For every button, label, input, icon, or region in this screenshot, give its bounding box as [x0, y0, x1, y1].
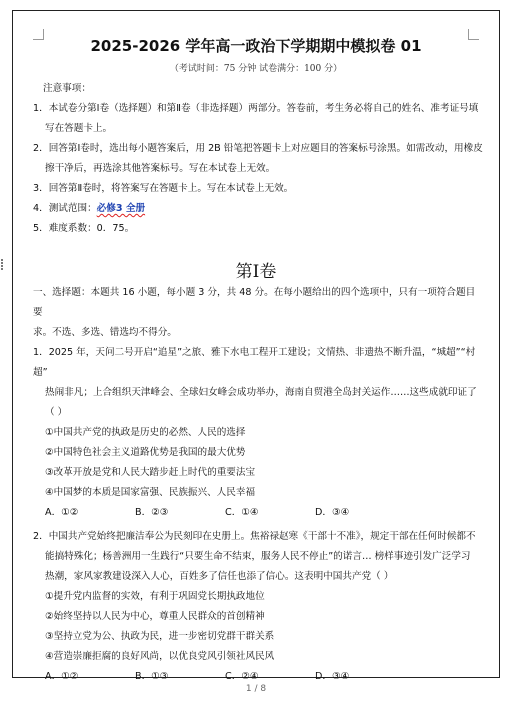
question-2-stem: 2．中国共产党始终把廉洁奉公为民刻印在史册上。焦裕禄赵寒《干部十不准》，规定干部在任何时候都不 [33, 531, 476, 542]
option-a: A．①② [45, 507, 79, 518]
question-1-statement: ④中国梦的本质是国家富强、民族振兴、人民幸福 [45, 487, 256, 498]
option-c: C．②④ [225, 671, 259, 682]
option-a: A．①② [45, 671, 79, 682]
question-1-stem: 热闹非凡；上合组织天津峰会、全球妇女峰会成功举办，海南自贸港全岛封关运作……这些成就印证了 [45, 387, 477, 398]
option-d: D．③④ [315, 507, 350, 518]
document-page [12, 10, 500, 682]
drag-handle-icon[interactable] [1, 258, 7, 272]
question-1-stem: （ ） [45, 407, 68, 418]
option-b: B．①③ [135, 671, 169, 682]
question-2-statement: ③坚持立党为公、执政为民，进一步密切党群干群关系 [45, 631, 275, 642]
instructions: 一、选择题：本题共 16 小题，每小题 3 分，共 48 分。在每小题给出的四个选项中，只有一项符合题目要 [33, 287, 476, 318]
note-line: 擦干净后，再选涂其他答案标号。写在本试卷上无效。 [45, 163, 276, 174]
note-line [33, 199, 483, 219]
question-1-statement: ③改革开放是党和人民大踏步赶上时代的重要法宝 [45, 467, 256, 478]
question-2-stem: 热潮，家风家教建设深入人心，百姓多了信任也添了信心。这表明中国共产党（ ） [45, 571, 394, 582]
option-c: C．①④ [225, 507, 259, 518]
notes-section [33, 79, 483, 239]
question-2-statement: ④营造崇廉拒腐的良好风尚，以优良党风引领社风民风 [45, 651, 275, 662]
note-line: 3．回答第Ⅱ卷时，将答案写在答题卡上。写在本试卷上无效。 [33, 183, 294, 194]
question-2-stem: 能搞特殊化；杨善洲用一生践行“只要生命不结束，服务人民不停止”的诺言… 榜样事迹引发广泛学习 [45, 551, 471, 562]
question-2-statement: ①提升党内监督的实效，有利于巩固党长期执政地位 [45, 591, 265, 602]
section-heading: 第Ⅰ卷 [235, 262, 277, 282]
exam-info: （考试时间：75 分钟 试卷满分：100 分） [169, 64, 343, 74]
instructions: 求。不选、多选、错选均不得分。 [33, 327, 177, 338]
questions-section [33, 283, 483, 687]
page-indicator: 1 / 8 [245, 684, 267, 694]
scope-value: 必修3 全册 [96, 203, 146, 214]
question-1-statement: ①中国共产党的执政是历史的必然、人民的选择 [45, 427, 246, 438]
question-2-statement: ②始终坚持以人民为中心，尊重人民群众的首创精神 [45, 611, 265, 622]
note-line: 写在答题卡上。 [45, 123, 113, 134]
page-title: 2025-2026 学年高一政治下学期期中模拟卷 01 [90, 37, 422, 55]
question-1-stem: 1．2025 年，天问二号开启“追星”之旅、雅下水电工程开工建设；文情热、非遗热不断升温，“城超”“村超” [33, 347, 476, 378]
notes-heading: 注意事项： [43, 83, 91, 94]
option-d: D．③④ [315, 671, 350, 682]
scope-label: 4．测试范围： [33, 203, 97, 214]
question-1-options [33, 503, 483, 523]
note-line: 5．难度系数：0．75。 [33, 223, 135, 234]
note-line: 2．回答第Ⅰ卷时，选出每小题答案后，用 2B 铅笔把答题卡上对应题目的答案标号涂黑。如需改动，用橡皮 [33, 143, 483, 154]
question-1-statement: ②中国特色社会主义道路优势是我国的最大优势 [45, 447, 246, 458]
note-line: 1．本试卷分第Ⅰ卷（选择题）和第Ⅱ卷（非选择题）两部分。答卷前，考生务必将自己的姓名、准考证号填 [33, 103, 479, 114]
option-b: B．②③ [135, 507, 169, 518]
